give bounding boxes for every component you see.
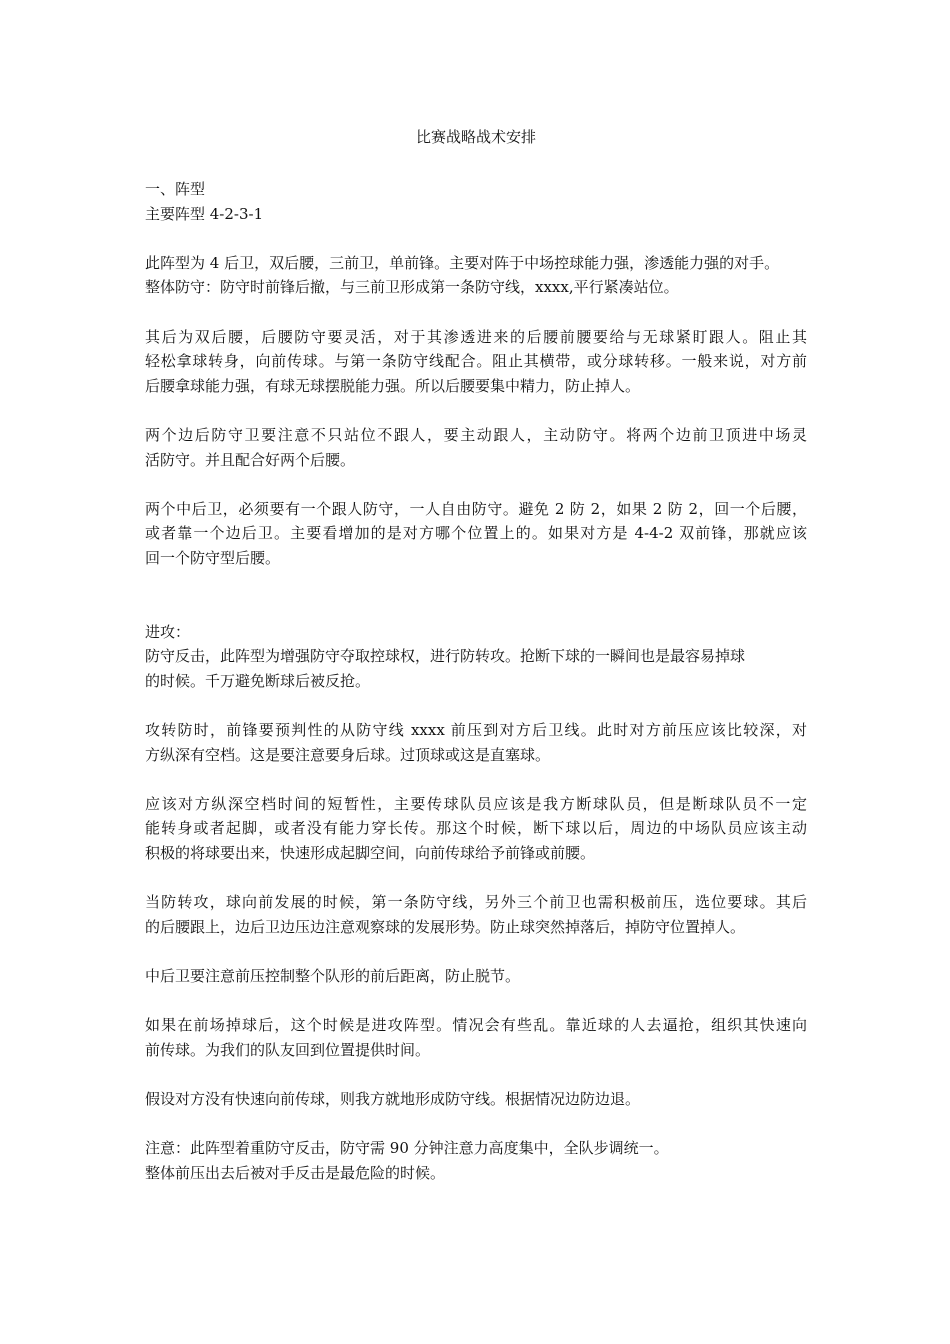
text-line: 轻松拿球转身，向前传球。与第一条防守线配合。阻止其横带，或分球转移。一般来说，对方前 [145, 352, 807, 371]
paragraph-spacer [145, 1112, 807, 1137]
paragraph [145, 890, 807, 939]
text-line: 前传球。为我们的队友回到位置提供时间。 [145, 1040, 431, 1059]
document-body [145, 177, 807, 1185]
paragraph [145, 792, 807, 866]
paragraph [145, 497, 807, 571]
text-line: 方纵深有空档。这是要注意要身后球。过顶球或这是直塞球。 [145, 745, 551, 764]
paragraph-spacer [145, 300, 807, 325]
paragraph [145, 1087, 807, 1112]
text-line: 应该对方纵深空档时间的短暂性，主要传球队员应该是我方断球队员，但是断球队员不一定 [145, 794, 807, 813]
paragraph [145, 423, 807, 472]
text-line: 进攻： [145, 622, 191, 641]
text-line: 当防转攻，球向前发展的时候，第一条防守线，另外三个前卫也需积极前压，选位要球。其后 [145, 893, 807, 912]
paragraph [145, 718, 807, 767]
text-line: 后腰拿球能力强，有球无球摆脱能力强。所以后腰要集中精力，防止掉人。 [145, 376, 641, 395]
paragraph-spacer [145, 595, 807, 620]
text-line: 中后卫要注意前压控制整个队形的前后距离，防止脱节。 [145, 967, 521, 985]
paragraph-spacer [145, 398, 807, 423]
paragraph-spacer [145, 1062, 807, 1087]
text-line: 注意：此阵型着重防守反击，防守需 90 分钟注意力高度集中，全队步调统一。 [145, 1139, 669, 1158]
document-page [145, 0, 807, 1344]
paragraph [145, 1136, 807, 1185]
paragraph [145, 325, 807, 399]
paragraph [145, 964, 807, 989]
paragraph-spacer [145, 866, 807, 891]
text-line: 两个中后卫，必须要有一个跟人防守，一人自由防守。避免 2 防 2，如果 2 防 2，回一个后腰， [145, 499, 807, 518]
text-line: 此阵型为 4 后卫，双后腰，三前卫，单前锋。主要对阵于中场控球能力强，渗透能力强的对手。 [145, 253, 780, 272]
paragraph-spacer [145, 989, 807, 1014]
paragraph [145, 620, 807, 694]
text-line: 的时候。千万避免断球后被反抢。 [145, 671, 371, 690]
text-line: 如果在前场掉球后，这个时候是进攻阵型。情况会有些乱。靠近球的人去逼抢，组织其快速向 [145, 1016, 807, 1035]
paragraph-spacer [145, 939, 807, 964]
text-line: 一、阵型 [145, 180, 206, 198]
paragraph-spacer [145, 472, 807, 497]
paragraph [145, 251, 807, 300]
text-line: 的后腰跟上，边后卫边压边注意观察球的发展形势。防止球突然掉落后，掉防守位置掉人。 [145, 917, 746, 936]
text-line: 假设对方没有快速向前传球，则我方就地形成防守线。根据情况边防边退。 [145, 1089, 641, 1108]
text-line: 主要阵型 4-2-3-1 [145, 204, 264, 223]
text-line: 两个边后防守卫要注意不只站位不跟人，要主动跟人，主动防守。将两个边前卫顶进中场灵 [145, 425, 807, 444]
paragraph-spacer [145, 571, 807, 596]
paragraph-spacer [145, 693, 807, 718]
text-line: 回一个防守型后腰。 [145, 548, 281, 567]
paragraph [145, 1013, 807, 1062]
paragraph-spacer [145, 226, 807, 251]
text-line: 能转身或者起脚，或者没有能力穿长传。那这个时候，断下球以后，周边的中场队员应该主动 [145, 819, 807, 838]
text-line: 其后为双后腰，后腰防守要灵活，对于其渗透进来的后腰前腰要给与无球紧盯跟人。阻止其 [145, 327, 807, 346]
document-title: 比赛战略战术安排 [415, 128, 536, 146]
text-line: 活防守。并且配合好两个后腰。 [145, 450, 356, 469]
paragraph-spacer [145, 767, 807, 792]
text-line: 防守反击，此阵型为增强防守夺取控球权，进行防转攻。抢断下球的一瞬间也是最容易掉球 [145, 647, 746, 666]
text-line: 整体前压出去后被对手反击是最危险的时候。 [145, 1163, 446, 1182]
text-line: 整体防守：防守时前锋后撤，与三前卫形成第一条防守线，xxxx,平行紧凑站位。 [145, 278, 679, 297]
paragraph [145, 177, 807, 226]
text-line: 积极的将球要出来，快速形成起脚空间，向前传球给予前锋或前腰。 [145, 844, 596, 863]
text-line: 或者靠一个边后卫。主要看增加的是对方哪个位置上的。如果对方是 4-4-2 双前锋，那就应该 [145, 524, 807, 543]
text-line: 攻转防时，前锋要预判性的从防守线 xxxx 前压到对方后卫线。此时对方前压应该比较深，对 [145, 721, 807, 740]
